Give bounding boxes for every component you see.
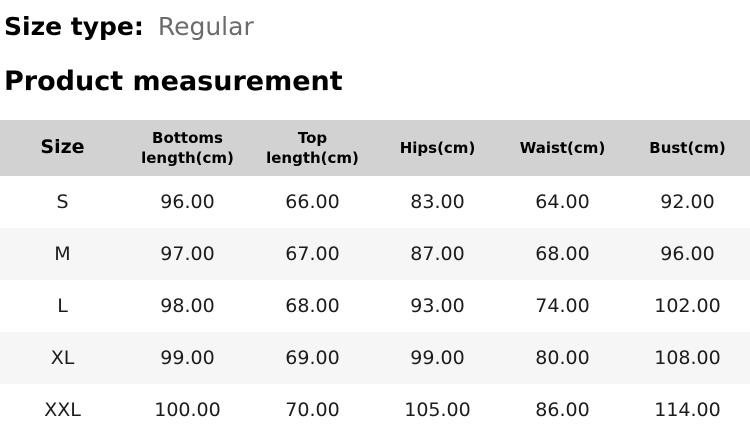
size-cell-xxl: XXL — [44, 399, 81, 421]
value-cell-l-bottoms-length-cm: 98.00 — [160, 295, 215, 317]
size-type-label: Size type: — [4, 12, 144, 41]
size-type-line — [4, 12, 750, 42]
table-row-xl — [0, 332, 750, 384]
table-row-m — [0, 228, 750, 280]
value-cell-m-bust-cm: 96.00 — [660, 243, 715, 265]
value-cell-xxl-hips-cm: 105.00 — [404, 399, 471, 421]
measurement-table — [0, 120, 750, 434]
value-cell-s-bottoms-length-cm: 96.00 — [160, 191, 215, 213]
table-row-l — [0, 280, 750, 332]
value-cell-l-top-length-cm: 68.00 — [285, 295, 340, 317]
value-cell-xl-bottoms-length-cm: 99.00 — [160, 347, 215, 369]
value-cell-xl-waist-cm: 80.00 — [535, 347, 590, 369]
value-cell-m-waist-cm: 68.00 — [535, 243, 590, 265]
value-cell-m-hips-cm: 87.00 — [410, 243, 465, 265]
value-cell-l-hips-cm: 93.00 — [410, 295, 465, 317]
value-cell-l-waist-cm: 74.00 — [535, 295, 590, 317]
value-cell-xxl-waist-cm: 86.00 — [535, 399, 590, 421]
size-cell-s: S — [56, 191, 69, 213]
value-cell-xl-top-length-cm: 69.00 — [285, 347, 340, 369]
column-header-bottoms-length-cm: Bottoms length(cm) — [141, 128, 234, 167]
column-header-hips-cm: Hips(cm) — [399, 138, 476, 157]
size-type-value: Regular — [157, 12, 254, 41]
value-cell-xl-bust-cm: 108.00 — [654, 347, 721, 369]
table-row-s — [0, 176, 750, 228]
column-header-top-length-cm: Top length(cm) — [266, 128, 359, 167]
value-cell-m-top-length-cm: 67.00 — [285, 243, 340, 265]
value-cell-s-bust-cm: 92.00 — [660, 191, 715, 213]
table-row-xxl — [0, 384, 750, 434]
size-cell-l: L — [57, 295, 68, 317]
column-header-waist-cm: Waist(cm) — [519, 138, 606, 157]
measurement-table-body — [0, 176, 750, 434]
column-header-size: Size — [40, 136, 85, 159]
value-cell-xl-hips-cm: 99.00 — [410, 347, 465, 369]
measurement-table-header-row — [0, 120, 750, 176]
value-cell-xxl-bust-cm: 114.00 — [654, 399, 721, 421]
size-cell-m: M — [54, 243, 71, 265]
value-cell-s-top-length-cm: 66.00 — [285, 191, 340, 213]
value-cell-xxl-bottoms-length-cm: 100.00 — [154, 399, 221, 421]
value-cell-xxl-top-length-cm: 70.00 — [285, 399, 340, 421]
value-cell-s-waist-cm: 64.00 — [535, 191, 590, 213]
column-header-bust-cm: Bust(cm) — [649, 138, 726, 157]
section-title: Product measurement — [4, 66, 343, 97]
measurement-table-head — [0, 120, 750, 176]
value-cell-s-hips-cm: 83.00 — [410, 191, 465, 213]
value-cell-l-bust-cm: 102.00 — [654, 295, 721, 317]
value-cell-m-bottoms-length-cm: 97.00 — [160, 243, 215, 265]
size-cell-xl: XL — [50, 347, 75, 369]
